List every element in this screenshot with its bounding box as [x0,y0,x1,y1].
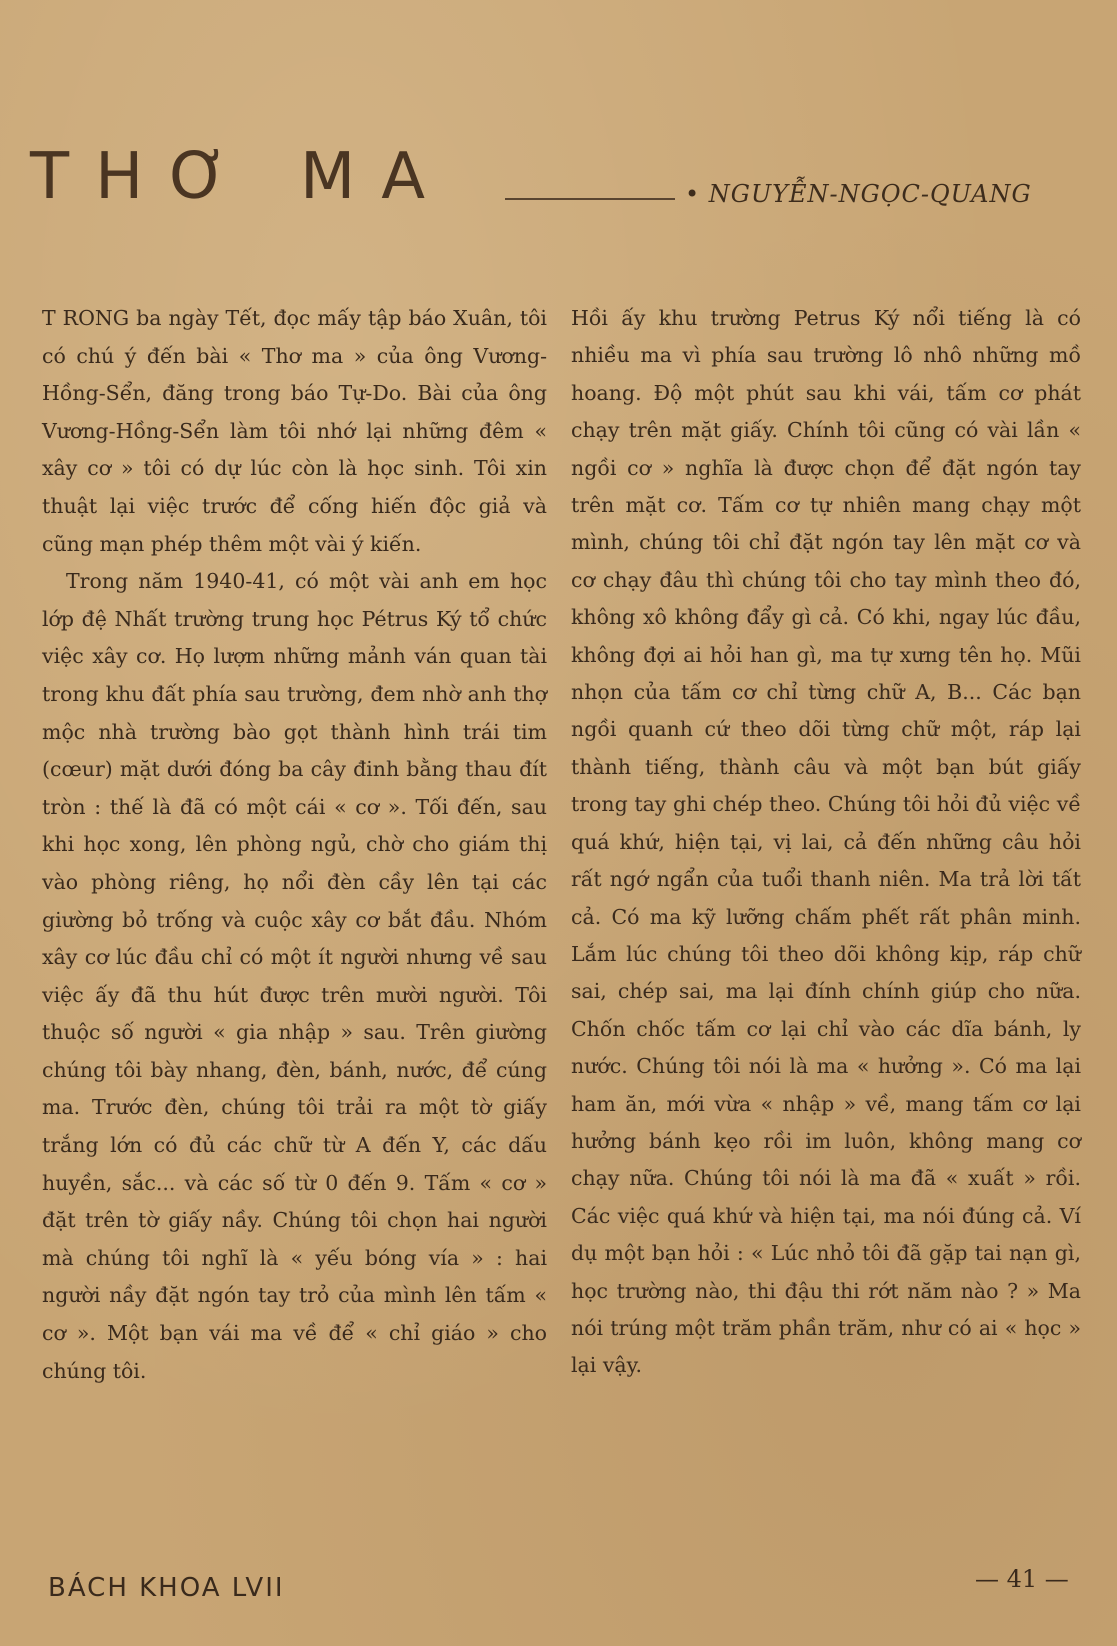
page-number: — 41 — [975,1565,1069,1593]
title-rule [505,198,675,200]
article-title: THƠ MA [30,140,451,214]
magazine-name: BÁCH KHOA LVII [48,1573,285,1603]
paragraph-2: Trong năm 1940-41, có một vài anh em học lớp đệ Nhất trường trung học Pétrus Ký tổ chức việc xây cơ. Họ lượm những mảnh ván quan tài trong khu đất phía sau trường, đem nhờ anh thợ mộc nhà trường bào gọt thành hình trái tim (cœur) mặt dưới đóng ba cây đinh bằng thau đít tròn : thế là đã có một cái « cơ ». Tối đến, sau khi học xong, lên phòng ngủ, chờ cho giám thị vào phòng riêng, họ nổi đèn cầy lên tại các giường bỏ trống và cuộc xây cơ bắt đầu. Nhóm xây cơ lúc đầu chỉ có một ít người nhưng về sau việc ấy đã thu hút được trên mười người. Tôi thuộc số người « gia nhập » sau. Trên giường chúng tôi bày nhang, đèn, bánh, nước, để cúng ma. Trước đèn, chúng tôi trải ra một tờ giấy trắng lớn có đủ các chữ từ A đến Y, các dấu huyền, sắc... và các số từ 0 đến 9. Tấm « cơ » đặt trên tờ giấy nầy. Chúng tôi chọn hai người mà chúng tôi nghĩ là « yếu bóng vía » : hai người nầy đặt ngón tay trỏ của mình lên tấm « cơ ». Một bạn vái ma về để « chỉ giáo » cho chúng tôi. [42,569,547,1383]
article-author: • NGUYỄN-NGỌC-QUANG [685,180,1032,208]
left-column [42,300,547,1390]
paragraph-1: T RONG ba ngày Tết, đọc mấy tập báo Xuân, tôi có chú ý đến bài « Thơ ma » của ông Vương-Hồng-Sển, đăng trong báo Tự-Do. Bài của ông Vương-Hồng-Sển làm tôi nhớ lại những đêm « xây cơ » tôi có dự lúc còn là học sinh. Tôi xin thuật lại việc trước để cống hiến độc giả và cũng mạn phép thêm một vài ý kiến. [42,306,547,556]
paragraph-3: Hồi ấy khu trường Petrus Ký nổi tiếng là có nhiều ma vì phía sau trường lô nhô những mồ hoang. Độ một phút sau khi vái, tấm cơ phát chạy trên mặt giấy. Chính tôi cũng có vài lần « ngồi cơ » nghĩa là được chọn để đặt ngón tay trên mặt cơ. Tấm cơ tự nhiên mang chạy một mình, chúng tôi chỉ đặt ngón tay lên mặt cơ và cơ chạy đâu thì chúng tôi cho tay mình theo đó, không xô không đẩy gì cả. Có khi, ngay lúc đầu, không đợi ai hỏi han gì, ma tự xưng tên họ. Mũi nhọn của tấm cơ chỉ từng chữ A, B... Các bạn ngồi quanh cứ theo dõi từng chữ một, ráp lại thành tiếng, thành câu và một bạn bút giấy trong tay ghi chép theo. Chúng tôi hỏi đủ việc về quá khứ, hiện tại, vị lai, cả đến những câu hỏi rất ngớ ngẩn của tuổi thanh niên. Ma trả lời tất cả. Có ma kỹ lưỡng chấm phết rất phân minh. Lắm lúc chúng tôi theo dõi không kịp, ráp chữ sai, chép sai, ma lại đính chính giúp cho nữa. Chốn chốc tấm cơ lại chỉ vào các dĩa bánh, ly nước. Chúng tôi nói là ma « hưởng ». Có ma lại ham ăn, mới vừa « nhập » về, mang tấm cơ lại hưởng bánh kẹo rồi im luôn, không mang cơ chạy nữa. Chúng tôi nói là ma đã « xuất » rồi. Các việc quá khứ và hiện tại, ma nói đúng cả. Ví dụ một bạn hỏi : « Lúc nhỏ tôi đã gặp tai nạn gì, học trường nào, thi đậu thi rớt năm nào ? » Ma nói trúng một trăm phần trăm, như có ai « học » lại vậy. [571,306,1081,1378]
right-column [571,300,1081,1385]
